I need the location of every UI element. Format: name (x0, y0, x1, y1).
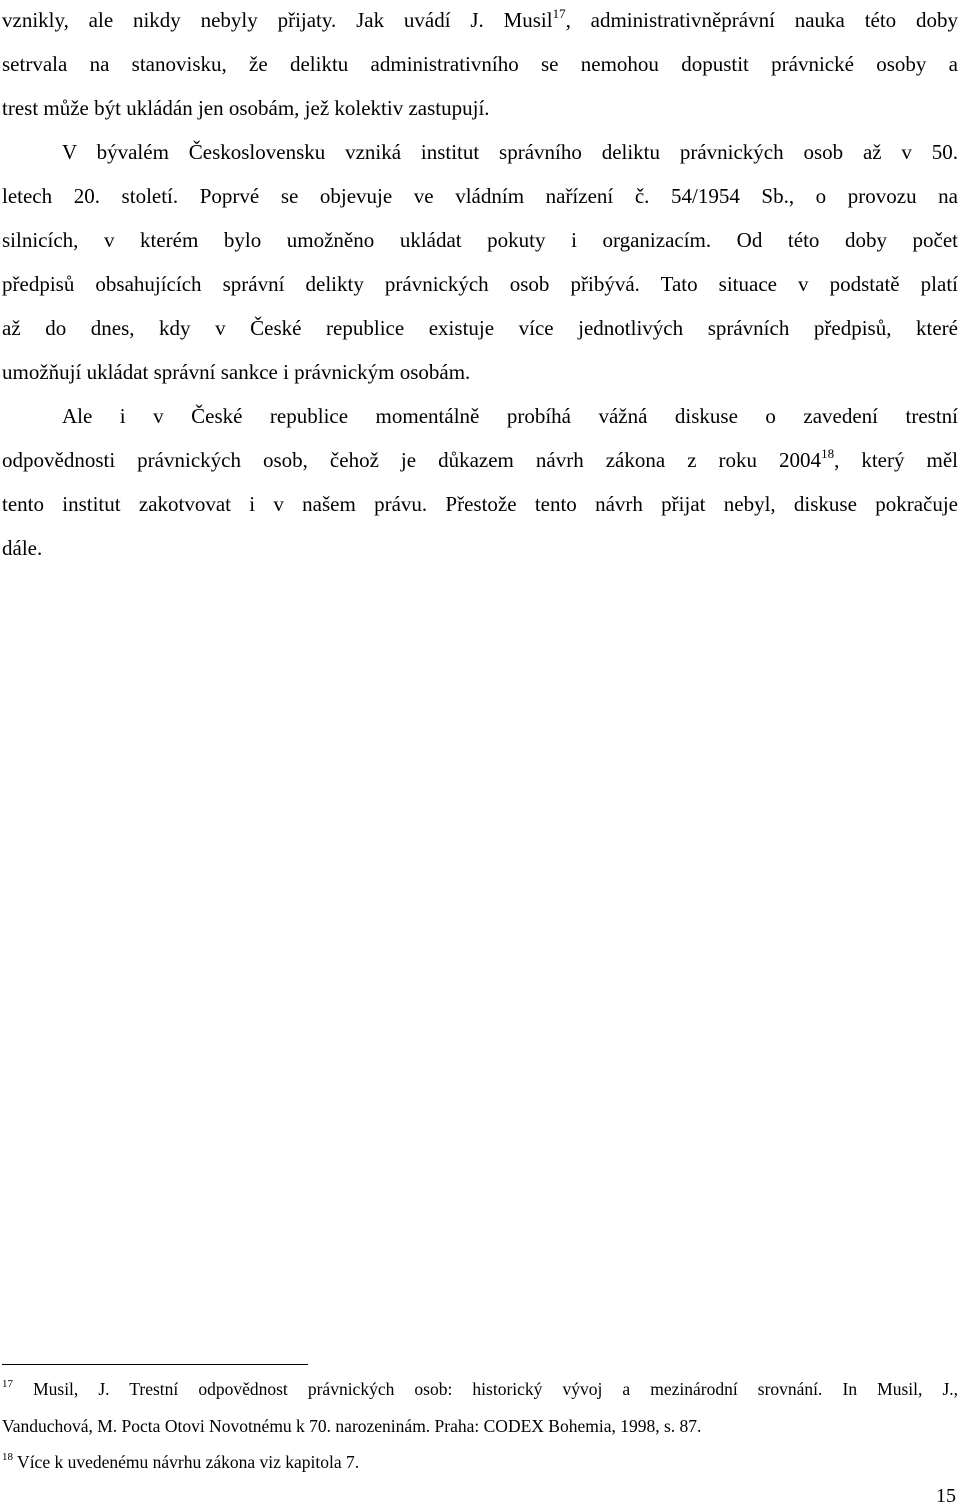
body-line: vznikly, ale nikdy nebyly přijaty. Jak uvádí J. Musil$^{17}$, administrativněprávní nauka této doby (2, 6, 958, 32)
body-line: dále. (2, 536, 43, 560)
body-line: tento institut zakotvovat i v našem právu. Přestože tento návrh přijat nebyl, diskuse pokračuje (2, 492, 958, 516)
page-number: 15 (936, 1485, 956, 1507)
body-line: letech 20. století. Poprvé se objevuje ve vládním nařízení č. 54/1954 Sb., o provozu na (2, 184, 958, 208)
body-line: předpisů obsahujících správní delikty právnických osob přibývá. Tato situace v podstatě platí (2, 272, 958, 296)
body-line: Ale i v České republice momentálně probíhá vážná diskuse o zavedení trestní (62, 404, 958, 428)
footnote-number: 18 (2, 1451, 13, 1463)
footnote-ref-18: 18 (821, 446, 835, 461)
body-line: setrvala na stanovisku, že deliktu administrativního se nemohou dopustit právnické osoby a (2, 52, 958, 76)
body-line: trest může být ukládán jen osobám, jež kolektiv zastupují. (2, 96, 490, 120)
footnote-17: $^{17}$ Musil, J. Trestní odpovědnost právnických osob: historický vývoj a mezinárodní srovnání. In Musil, J., (2, 1378, 958, 1399)
body-line: odpovědnosti právnických osob, čehož je důkazem návrh zákona z roku 2004$^{18}$, který měl (2, 446, 958, 472)
body-line: silnicích, v kterém bylo umožněno ukládat pokuty i organizacím. Od této doby počet (2, 228, 958, 252)
footnote-separator (2, 1364, 308, 1365)
footnote-ref-17: 17 (552, 6, 566, 21)
footnote-number: 17 (2, 1378, 13, 1390)
body-line: umožňují ukládat správní sankce i právnickým osobám. (2, 360, 471, 384)
footnote-18: $^{18}$ Více k uvedenému návrhu zákona viz kapitola 7. (2, 1451, 360, 1472)
footnote-17-continued: Vanduchová, M. Pocta Otovi Novotnému k 70. narozeninám. Praha: CODEX Bohemia, 1998, s. 87. (2, 1416, 702, 1436)
body-line: až do dnes, kdy v České republice existuje více jednotlivých správních předpisů, které (2, 316, 958, 340)
body-line: V bývalém Československu vzniká institut správního deliktu právnických osob až v 50. (62, 140, 958, 164)
